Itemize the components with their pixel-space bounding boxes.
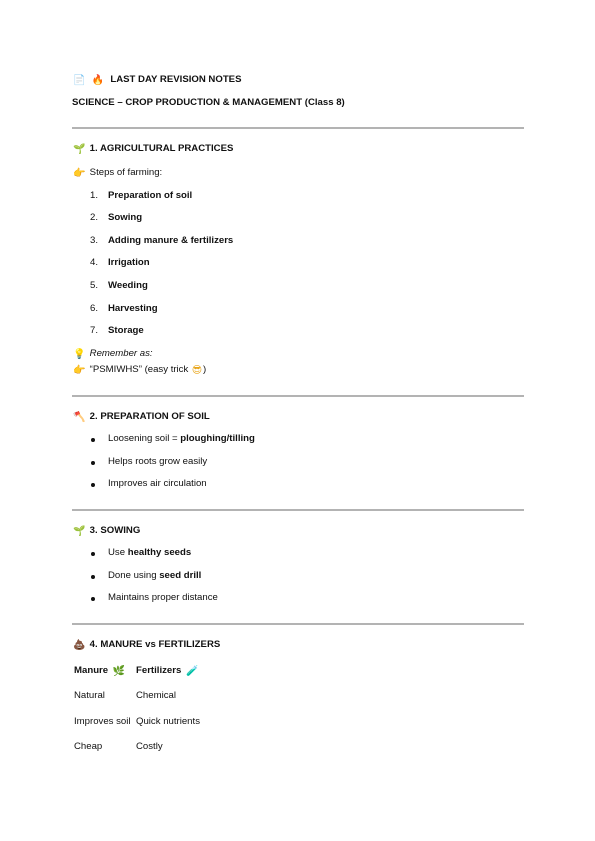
divider [72,509,524,511]
list-number: 2. [89,212,98,223]
section-4-heading-text: 4. MANURE vs FERTILIZERS [89,639,221,650]
list-text: Storage [108,325,144,336]
section-2-heading-text: 2. PREPARATION OF SOIL [89,411,210,422]
bullet-icon [91,575,95,579]
steps-intro-text: Steps of farming: [89,167,163,178]
list-text: Harvesting [108,303,158,314]
title-text: LAST DAY REVISION NOTES [110,74,242,85]
divider [72,623,524,625]
list-item [80,211,280,225]
bullet-icon [91,438,95,442]
list-text-bold: healthy seeds [127,547,192,558]
list-text: Preparation of soil [108,190,193,201]
list-item [80,189,280,203]
list-item: Maintains proper distance [108,592,218,603]
list-item [80,279,280,293]
list-text: Sowing [108,212,143,223]
bullet-icon [91,552,95,556]
list-item: Helps roots grow easily [108,456,208,467]
document-title [73,74,241,87]
mnemonic-close: ) [202,364,207,375]
steps-intro [73,167,162,180]
table-cell: Costly [136,741,163,752]
table-header-manure [74,665,125,678]
list-item [108,570,201,581]
seedling-icon: 🌱 [73,144,86,155]
test-tube-icon: 🧪 [186,666,199,677]
list-text-bold: ploughing/tilling [180,433,255,444]
herb-icon: 🌿 [112,666,126,677]
list-item [80,234,280,248]
axe-icon: 🪓 [73,412,86,423]
bullet-icon [91,483,95,487]
list-item [80,256,280,270]
table-cell: Chemical [136,690,176,701]
section-3-heading [73,525,140,538]
section-2-heading [73,411,210,424]
fire-icon: 🔥 [91,75,105,86]
table-header-text: Fertilizers [136,665,182,676]
bullet-icon [91,461,95,465]
divider [72,395,524,397]
section-3-heading-text: 3. SOWING [89,525,141,536]
list-number: 4. [89,257,98,268]
list-number: 3. [89,235,98,246]
table-cell: Improves soil [74,716,131,727]
list-number: 1. [89,190,98,201]
section-4-heading [73,639,220,652]
table-header-text: Manure [74,665,109,676]
remember-line [73,348,153,361]
list-text: Loosening soil = [108,433,181,444]
document-subtitle: SCIENCE – CROP PRODUCTION & MANAGEMENT (Class 8) [72,97,345,108]
table-cell: Natural [74,690,105,701]
list-number: 6. [89,303,98,314]
list-number: 5. [89,280,98,291]
light-bulb-icon: 💡 [73,349,86,360]
list-item [108,433,255,444]
list-number: 7. [89,325,98,336]
table-header-fertilizers [136,665,198,678]
list-item [108,547,191,558]
list-text: Adding manure & fertilizers [108,235,234,246]
table-cell: Quick nutrients [136,716,200,727]
pile-of-poo-icon: 💩 [73,640,86,651]
mnemonic-text: “PSMIWHS” (easy trick [89,364,191,375]
list-item [80,324,280,338]
sunglasses-face-icon: 😎 [191,365,203,376]
document-icon: 📄 [73,75,86,86]
list-text: Irrigation [108,257,150,268]
pointing-hand-icon: 👉 [73,168,86,179]
table-cell: Cheap [74,741,103,752]
list-text: Weeding [108,280,148,291]
list-item: Improves air circulation [108,478,207,489]
remember-text: Remember as: [89,348,153,359]
list-text-bold: seed drill [159,570,202,581]
bullet-icon [91,597,95,601]
section-1-heading [73,143,233,156]
mnemonic-line [73,364,206,377]
divider [72,127,524,129]
list-text: Done using [108,570,160,581]
pointing-hand-icon: 👉 [73,365,86,376]
list-item [80,302,280,316]
seedling-icon: 🌱 [73,526,86,537]
list-text: Use [108,547,128,558]
section-1-heading-text: 1. AGRICULTURAL PRACTICES [89,143,234,154]
